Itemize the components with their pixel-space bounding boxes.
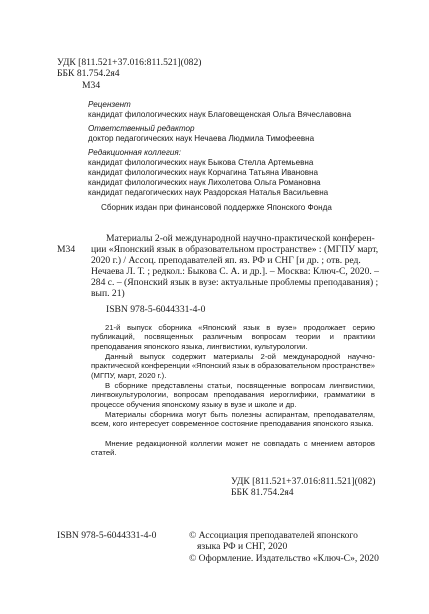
copyright-association-cont: языка РФ и СНГ, 2020 [197, 541, 288, 552]
abstract-paragraph: 21-й выпуск сборника «Японский язык в вузе» продолжает серию публикаций, посвященных различным вопросам теории и практики преподавания японского языка, лингвистики, культурологии. [91, 323, 375, 351]
isbn-bottom: ISBN 978-5-6044331-4-0 [57, 530, 157, 541]
catalog-line: ции «Японский язык в образовательном пространстве» : (МГПУ март, [91, 244, 379, 255]
reviewer-name: кандидат филологических наук Благовещенская Ольга Вячеславовна [88, 110, 352, 119]
board-member: кандидат педагогических наук Раздорская Наталья Васильевна [88, 188, 329, 197]
udk-code: УДК [811.521+37.016:811.521](082) [57, 57, 202, 68]
funding-note: Сборник издан при финансовой поддержке Японского Фонда [101, 203, 332, 212]
catalog-line: вып. 21) [91, 288, 125, 299]
editor-label: Ответственный редактор [88, 124, 195, 133]
bbk-code: ББК 81.754.2я4 [57, 68, 120, 79]
reviewer-label: Рецензент [88, 100, 131, 109]
abstract-paragraph: В сборнике представлены статьи, посвященные вопросам лингвистики, лингвокультурологии, вопросам преподавания иероглифики, грамматики в процессе обучения японскому языку в вузе и школе и др. [91, 381, 375, 409]
copyright-association: © Ассоциация преподавателей японского [189, 530, 358, 541]
board-member: кандидат филологических наук Быкова Стелла Артемьевна [88, 158, 314, 167]
board-member: кандидат филологических наук Лихолетова Ольга Романовна [88, 178, 321, 187]
catalog-isbn: ISBN 978-5-6044331-4-0 [106, 304, 206, 315]
copyright-publisher: © Оформление. Издательство «Ключ-С», 2020 [189, 553, 379, 564]
catalog-line: 2020 г.) / Ассоц. преподавателей яп. яз. РФ и СНГ [и др. ; отв. ред. [91, 255, 361, 266]
udk-code-footer: УДК [811.521+37.016:811.521](082) [231, 476, 376, 487]
author-mark: М34 [82, 80, 101, 91]
board-label: Редакционная коллегия: [88, 148, 181, 157]
catalog-line: Материалы 2-ой международной научно-практической конферен- [106, 233, 375, 244]
editor-name: доктор педагогических наук Нечаева Людмила Тимофеевна [88, 134, 315, 143]
abstract-paragraph: Материалы сборника могут быть полезны аспирантам, преподавателям, всем, кого интересует современное состояние преподавания японского языка. [91, 410, 375, 429]
board-member: кандидат филологических наук Корчагина Татьяна Ивановна [88, 168, 319, 177]
catalog-code: М34 [57, 244, 76, 255]
bbk-code-footer: ББК 81.754.2я4 [231, 487, 294, 498]
abstract-paragraph: Мнение редакционной коллегии может не совпадать с мнением авторов статей. [91, 439, 375, 458]
catalog-line: Нечаева Л. Т. ; редкол.: Быкова С. А. и др.]. – Москва: Ключ-С, 2020. – [91, 266, 379, 277]
catalog-line: 284 с. – (Японский язык в вузе: актуальные проблемы преподавания) ; [91, 277, 379, 288]
abstract-paragraph: Данный выпуск содержит материалы 2-ой международной научно-практической конференции «Японский язык в образовательном пространстве» (МГПУ, март, 2020 г.). [91, 352, 375, 380]
